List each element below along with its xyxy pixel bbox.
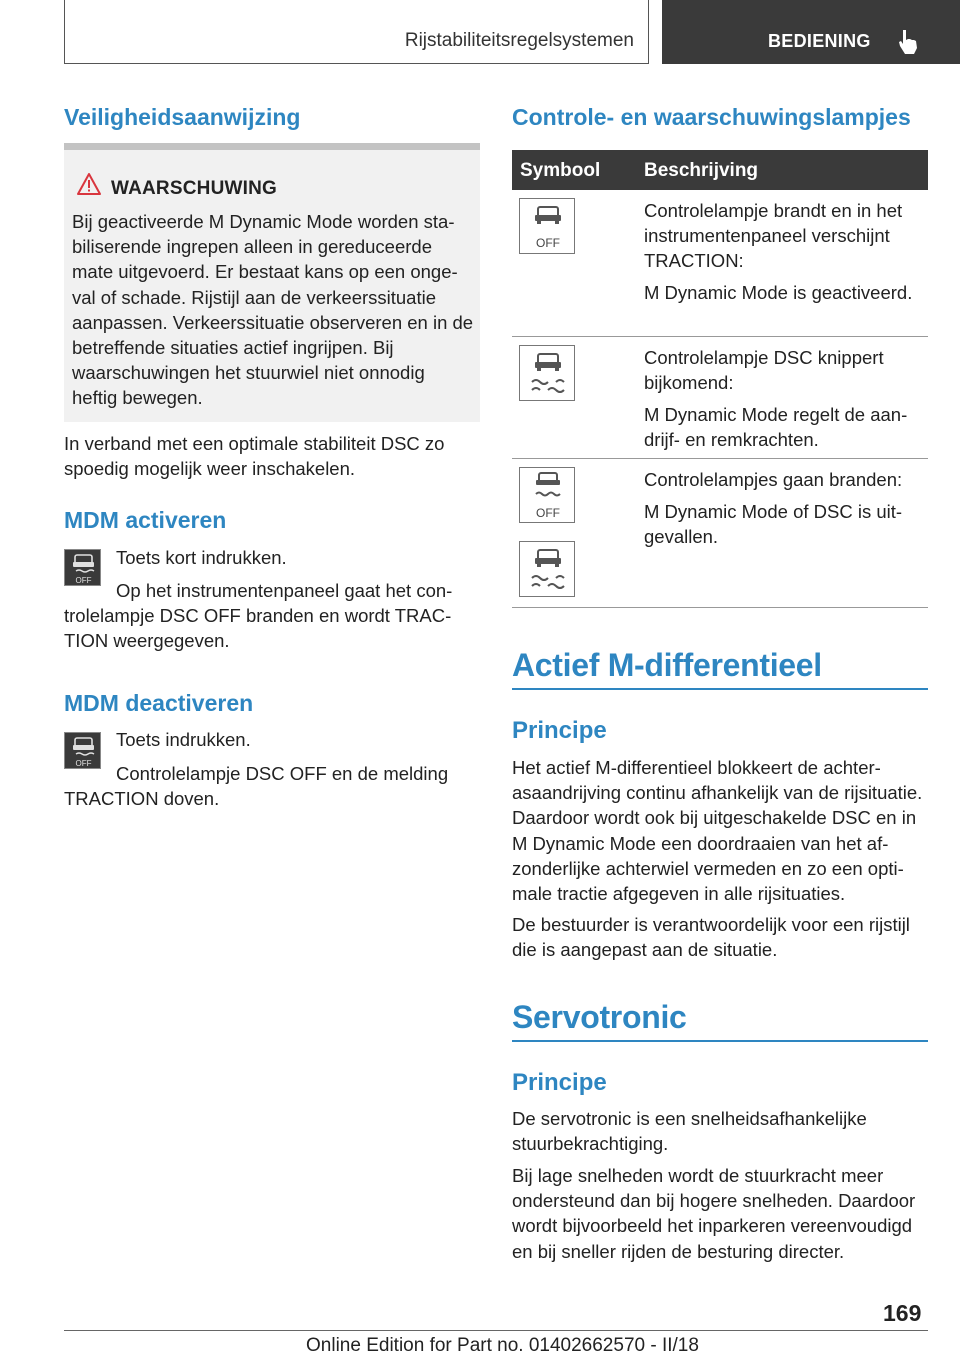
table-row-divider bbox=[512, 458, 928, 459]
table-row-3-text-1: Controlelampjes gaan branden: bbox=[644, 469, 903, 490]
deactivate-step-2: Controlelampje DSC OFF en de melding TRACTION doven. bbox=[64, 763, 449, 810]
dsc-lamp-icon bbox=[519, 541, 575, 597]
servo-title-rule bbox=[512, 1040, 928, 1042]
table-row-1-text-1: Controlelampje brandt en in het instrumentenpaneel verschijnt TRACTION: bbox=[644, 200, 903, 272]
diff-title: Actief M-differentieel bbox=[512, 647, 822, 683]
servo-paragraph-1: De servotronic is een snelheidsafhankelijke stuurbekrachtiging. bbox=[512, 1108, 867, 1155]
intro-text: In verband met een optimale stabiliteit DSC zo spoedig mogelijk weer inschakelen. bbox=[64, 433, 445, 480]
warning-heading: WAARSCHUWING bbox=[111, 178, 277, 199]
hand-pointer-icon bbox=[894, 26, 924, 56]
diff-title-rule bbox=[512, 688, 928, 690]
table-row-1-text-2: M Dynamic Mode is geactiveerd. bbox=[644, 282, 913, 303]
diff-paragraph-2: De bestuurder is verantwoordelijk voor een rijstijl die is aangepast aan de situatie. bbox=[512, 914, 910, 961]
dsc-off-lamp-icon bbox=[519, 467, 575, 523]
activate-step-1: Toets kort indrukken. bbox=[116, 547, 287, 568]
table-row-divider bbox=[512, 336, 928, 337]
col-symbol: Symbool bbox=[520, 160, 601, 181]
diff-paragraph-1: Het actief M-differentieel blokkeert de achterasaandrijving continu afhankelijk van de rijsituatie. Daardoor wordt ook bij uitgeschakelde DSC en in M Dynamic Mode een doordraaien van het afzonderlijke achterwiel vermeden en zo een optimale tractie afgegeven in alle rijsituaties. bbox=[512, 757, 923, 905]
table-row-divider bbox=[512, 607, 928, 608]
svg-text:OFF: OFF bbox=[536, 506, 560, 520]
servo-title: Servotronic bbox=[512, 999, 687, 1035]
table-row-3-text-2: M Dynamic Mode of DSC is uitgevallen. bbox=[644, 501, 903, 548]
col-description: Beschrijving bbox=[644, 160, 759, 181]
warning-triangle-icon bbox=[76, 172, 102, 196]
activate-title: MDM activeren bbox=[64, 507, 227, 533]
lamps-title: Controle- en waarschuwingslampjes bbox=[512, 104, 911, 130]
header-section-box bbox=[64, 0, 649, 64]
safety-title: Veiligheidsaanwijzing bbox=[64, 104, 301, 130]
table-row-2-text-1: Controlelampje DSC knippert bijkomend: bbox=[644, 347, 884, 394]
servo-principle-title: Principe bbox=[512, 1069, 607, 1096]
page-number: 169 bbox=[883, 1300, 922, 1326]
svg-text:OFF: OFF bbox=[536, 236, 560, 250]
warning-box bbox=[64, 143, 480, 422]
table-row-2-text-2: M Dynamic Mode regelt de aandrijf- en remkrachten. bbox=[644, 404, 908, 451]
activate-step-2: Op het instrumentenpaneel gaat het controlelampje DSC OFF branden en wordt TRACTION weergegeven. bbox=[64, 580, 453, 652]
header-chapter-title: BEDIENING bbox=[768, 31, 871, 51]
footer-rule bbox=[64, 1330, 928, 1331]
deactivate-title: MDM deactiveren bbox=[64, 690, 254, 716]
dsc-lamp-icon bbox=[519, 345, 575, 401]
svg-text:OFF: OFF bbox=[75, 759, 92, 768]
servo-paragraph-2: Bij lage snelheden wordt de stuurkracht meer ondersteund dan bij hogere snelheden. Daardoor wordt bijvoorbeeld het inparkeren vereenvoudigd en bij sneller rijden de besturing directer. bbox=[512, 1165, 916, 1262]
traction-off-lamp-icon bbox=[519, 198, 575, 254]
warning-text: Bij geactiveerde M Dynamic Mode worden stabiliserende ingrepen alleen in gereduceerde mate uitgevoerd. Er bestaat kans op een ongeval of schade. Rijstijl aan de verkeerssituatie aanpassen. Verkeerssituatie observeren en in de betreffende situaties actief ingrijpen. Bij waarschuwingen het stuurwiel niet onnodig heftig bewegen. bbox=[72, 211, 474, 409]
header-section-title: Rijstabiliteitsregelsystemen bbox=[404, 30, 634, 51]
diff-principle-title: Principe bbox=[512, 717, 607, 744]
footer-edition: Online Edition for Part no. 01402662570 - II/18 bbox=[306, 1335, 699, 1356]
svg-text:OFF: OFF bbox=[75, 576, 92, 585]
table-header bbox=[512, 150, 928, 190]
deactivate-step-1: Toets indrukken. bbox=[116, 729, 251, 750]
header-chapter-box bbox=[662, 0, 960, 64]
